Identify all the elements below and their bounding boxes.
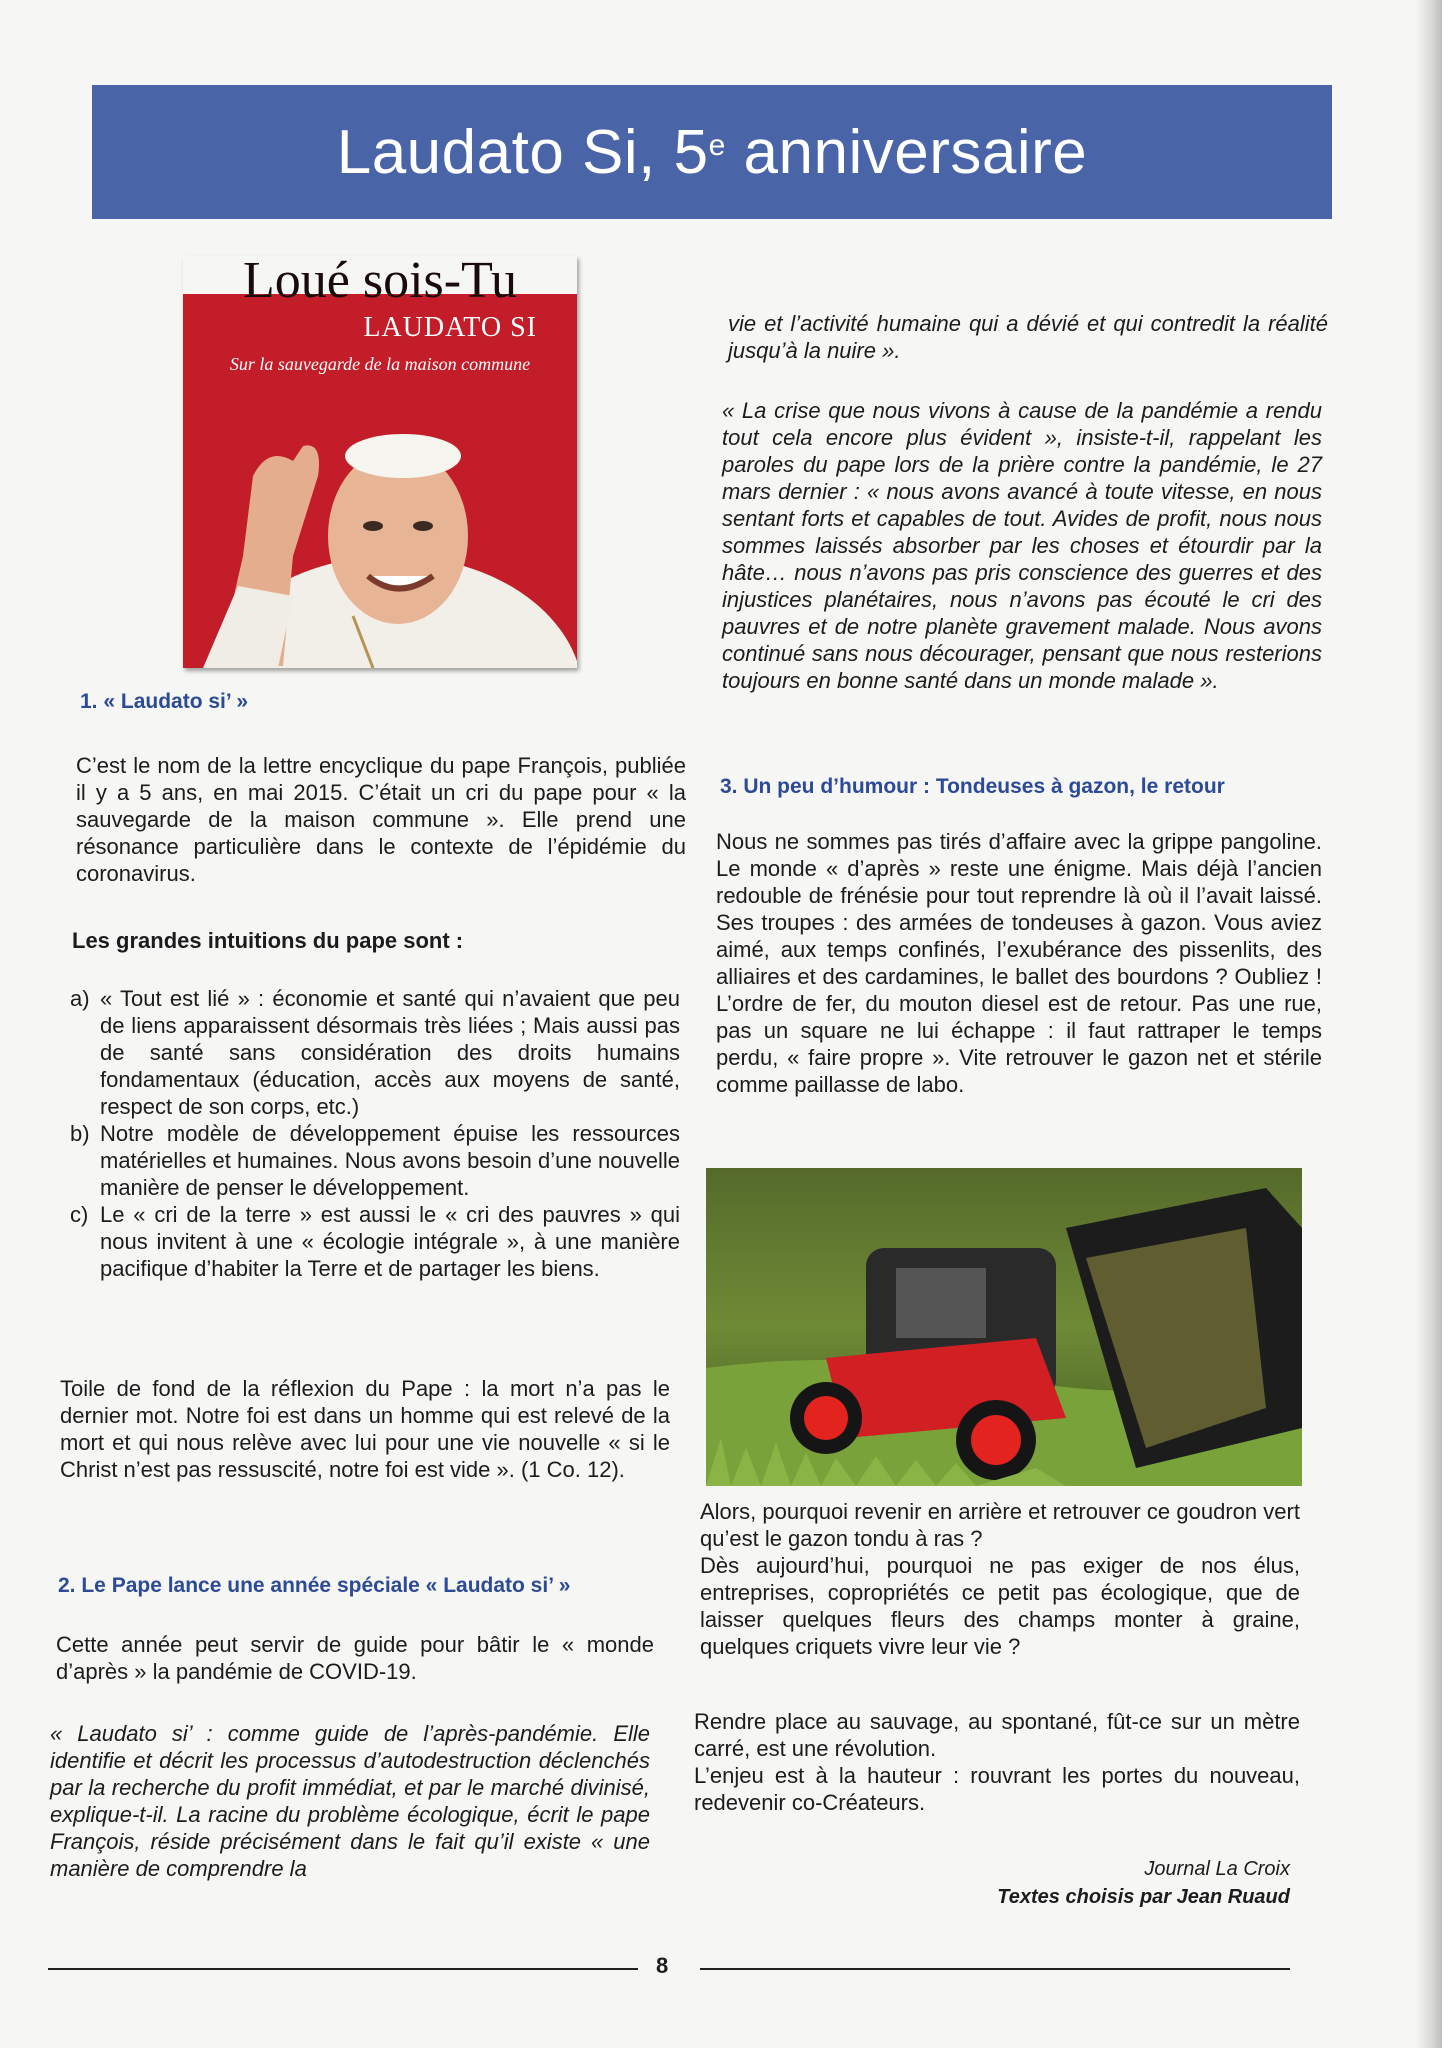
section2-intro: Cette année peut servir de guide pour bâtir le « monde d’après » la pandémie de COVID-19.	[56, 1632, 654, 1684]
signature-author: Textes choisis par Jean Ruaud	[997, 1886, 1290, 1908]
intuitions-heading: Les grandes intuitions du pape sont :	[72, 928, 464, 953]
page-number: 8	[656, 1953, 669, 1978]
title-rest: anniversaire	[725, 117, 1088, 187]
list-item	[70, 1201, 680, 1282]
signature-source: Journal La Croix	[1144, 1858, 1290, 1880]
quote-continued: vie et l’activité humaine qui a dévié et qui contredit la réalité jusqu’à la nuire ».	[728, 311, 1328, 363]
section1-intro: C’est le nom de la lettre encyclique du pape François, publiée il y a 5 ans, en mai 2015. C’était un cri du pape pour « la sauvegarde de la maison commune ». Elle prend une résonance particulière dans le contexte de l’épidémie du coronavirus.	[76, 753, 686, 886]
section3-para3: Dès aujourd’hui, pourquoi ne pas exiger de nos élus, entreprises, copropriétés ce petit pas écologique, que de laisser quelques fleurs des champs monter à graine, quelques criquets vivre leur vie ?	[700, 1553, 1300, 1659]
footer-rule-right	[700, 1968, 1290, 1970]
list-item	[70, 985, 680, 1120]
list-marker: b)	[70, 1121, 90, 1146]
section1-closing: Toile de fond de la réflexion du Pape : la mort n’a pas le dernier mot. Notre foi est dans un homme qui est relevé de la mort et qui nous relève avec lui pour une vie nouvelle « si le Christ n’est pas ressuscité, notre foi est vide ». (1 Co. 12).	[60, 1376, 670, 1482]
pope-photo	[183, 386, 577, 668]
quote-pandemic: « La crise que nous vivons à cause de la pandémie a rendu tout cela encore plus évident », insiste-t-il, rappelant les paroles du pape lors de la prière contre la pandémie, le 27 mars dernier : « nous avons avancé à toute vitesse, en nous sentant forts et capables de tout. Avides de profit, nous nous sommes laissés absorber par les choses et étourdir par la hâte… nous n’avons pas pris conscience des guerres et des injustices planétaires, nous n’avons pas écouté le cri des pauvres et de notre planète gravement malade. Nous avons continué sans nous décourager, pensant que nous resterions toujours en bonne santé dans un monde malade ».	[722, 398, 1322, 693]
footer-rule-left	[48, 1968, 638, 1970]
section3-para5: L’enjeu est à la hauteur : rouvrant les portes du nouveau, redevenir co-Créateurs.	[694, 1763, 1300, 1815]
section2-quote: « Laudato si’ : comme guide de l’après-pandémie. Elle identifie et décrit les processus d’autodestruction déclenchés par la recherche du profit immédiat, et par le marché divinisé, explique-t-il. La racine du problème écologique, écrit le pape François, réside précisément dans le fait qu’il existe « une manière de comprendre la	[50, 1721, 650, 1881]
title-sup: e	[708, 129, 726, 162]
intuitions-list	[70, 985, 680, 1282]
section3-heading: 3. Un peu d’humour : Tondeuses à gazon, le retour	[720, 775, 1225, 798]
section3-para4: Rendre place au sauvage, au spontané, fût-ce sur un mètre carré, est une révolution.	[694, 1709, 1300, 1761]
title-main: Laudato Si, 5	[336, 117, 709, 187]
book-cover-image	[183, 256, 577, 668]
signature	[997, 1855, 1290, 1911]
lawn-mower-photo	[706, 1168, 1302, 1486]
list-marker: a)	[70, 986, 90, 1011]
book-subtitle: LAUDATO SI	[363, 312, 537, 343]
list-item	[70, 1120, 680, 1201]
page-edge	[1416, 0, 1442, 2048]
list-text: Notre modèle de développement épuise les ressources matérielles et humaines. Nous avons besoin d’une nouvelle manière de penser le développement.	[100, 1121, 680, 1200]
section3-para2: Alors, pourquoi revenir en arrière et retrouver ce goudron vert qu’est le gazon tondu à ras ?	[700, 1499, 1300, 1551]
list-text: Le « cri de la terre » est aussi le « cri des pauvres » qui nous invitent à une « écologie intégrale », à une manière pacifique d’habiter la Terre et de partager les biens.	[100, 1202, 680, 1281]
list-text: « Tout est lié » : économie et santé qui n’avaient que peu de liens apparaissent désormais très liées ; Mais aussi pas de santé sans considération des droits humains fondamentaux (éducation, accès aux moyens de santé, respect de son corps, etc.)	[100, 986, 680, 1119]
section3-para1: Nous ne sommes pas tirés d’affaire avec la grippe pangoline. Le monde « d’après » reste une énigme. Mais déjà l’ancien redouble de frénésie pour tout reprendre là où il l’avait laissé. Ses troupes : des armées de tondeuses à gazon. Vous aviez aimé, aux temps confinés, l’exubérance des pissenlits, des alliaires et des cardamines, le ballet des bourdons ? Oubliez ! L’ordre de fer, du mouton diesel est de retour. Pas une rue, pas un square ne lui échappe : il faut rattraper le temps perdu, « faire propre ». Vite retrouver le gazon net et stérile comme paillasse de labo.	[716, 829, 1322, 1097]
title-banner	[92, 85, 1332, 219]
section1-heading: 1. « Laudato si’ »	[80, 690, 249, 713]
section2-heading: 2. Le Pape lance une année spéciale « Laudato si’ »	[58, 1574, 571, 1597]
list-marker: c)	[70, 1202, 89, 1227]
book-tagline: Sur la sauvegarde de la maison commune	[229, 354, 531, 374]
book-title: Loué sois-Tu	[183, 256, 577, 294]
